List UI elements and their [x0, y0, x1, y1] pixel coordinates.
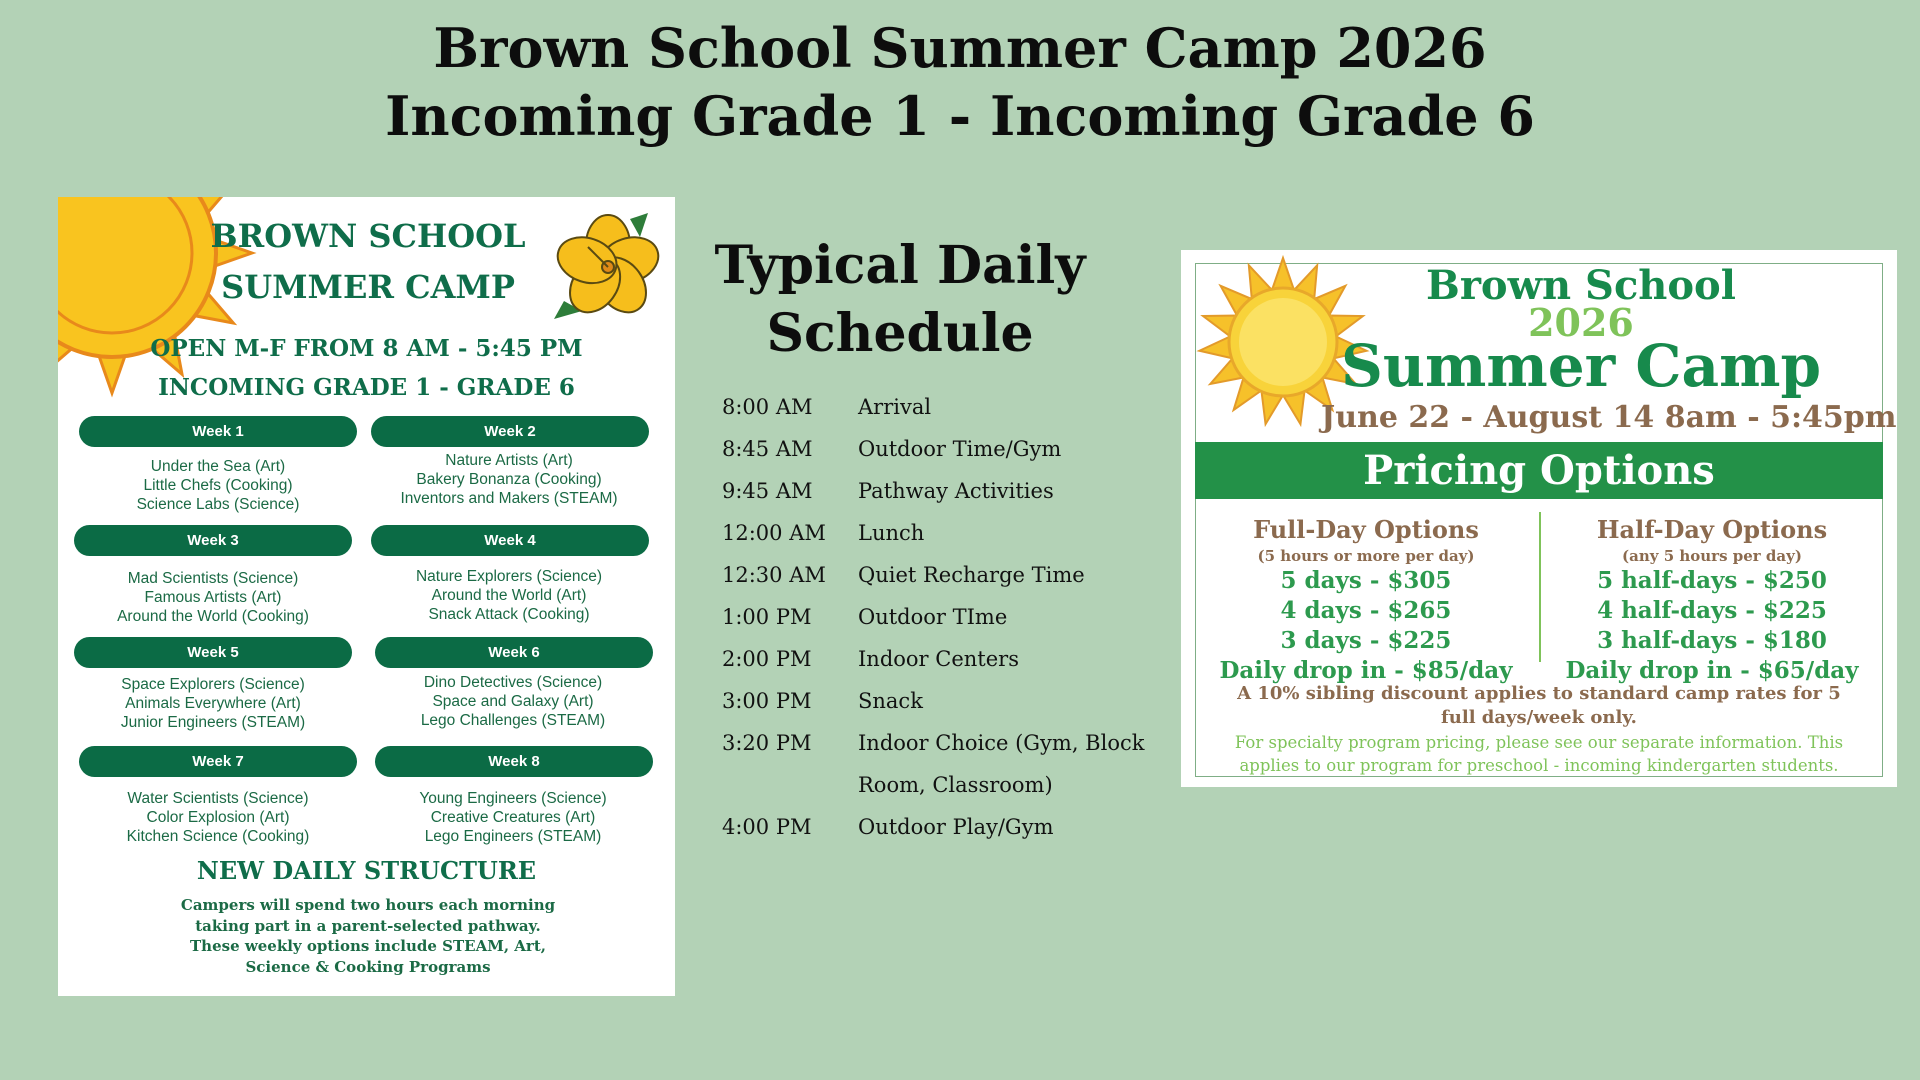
price-line: 5 days - $305 [1280, 567, 1452, 594]
activity: Around the World (Cooking) [117, 608, 309, 625]
schedule-title-line-2: Schedule [766, 303, 1034, 364]
activity: Little Chefs (Cooking) [143, 477, 293, 494]
full-day-note: (5 hours or more per day) [1257, 547, 1475, 565]
activity: Young Engineers (Science) [419, 790, 607, 807]
activity: Bakery Bonanza (Cooking) [416, 471, 602, 488]
activity: Nature Artists (Art) [445, 452, 573, 469]
page-title [0, 14, 1920, 150]
price-line: 5 half-days - $250 [1597, 567, 1827, 594]
activity: Color Explosion (Art) [146, 809, 290, 826]
week-8-activities [363, 789, 663, 846]
schedule-activity: Room, Classroom) [858, 773, 1053, 797]
flyer-title [168, 211, 568, 313]
activity: Science Labs (Science) [136, 496, 300, 513]
schedule-time: 8:00 AM [722, 395, 813, 419]
week-4-pill: Week 4 [371, 525, 649, 556]
schedule-row [722, 764, 1162, 806]
schedule-activity: Indoor Centers [858, 647, 1019, 671]
schedule-title [700, 232, 1100, 368]
activity: Snack Attack (Cooking) [428, 606, 590, 623]
specialty-pricing-note: For specialty program pricing, please see our separate information. This applies to our program for preschool - incoming kindergarten students. [1234, 733, 1844, 775]
daily-structure-body: Campers will spend two hours each morning taking part in a parent-selected pathway. These weekly options include STEAM, Art, Science & Cooking Programs [180, 896, 556, 976]
week-5-pill: Week 5 [74, 637, 352, 668]
week-3-pill: Week 3 [74, 525, 352, 556]
pricing-card [1181, 250, 1897, 787]
activity: Lego Challenges (STEAM) [420, 712, 606, 729]
schedule-row [722, 512, 1162, 554]
week-4-activities [359, 567, 659, 624]
activity: Creative Creatures (Art) [430, 809, 596, 826]
week-1-activities [68, 457, 368, 514]
schedule-row [722, 470, 1162, 512]
price-line: 3 days - $225 [1280, 627, 1452, 654]
schedule-row [722, 638, 1162, 680]
schedule-time: 9:45 AM [722, 479, 813, 503]
half-day-heading: Half-Day Options [1596, 515, 1828, 544]
activity: Inventors and Makers (STEAM) [400, 490, 618, 507]
flyer-title-line-2: SUMMER CAMP [221, 268, 515, 306]
week-8-pill: Week 8 [375, 746, 653, 777]
activity: Kitchen Science (Cooking) [126, 828, 310, 845]
activity: Famous Artists (Art) [144, 589, 282, 606]
week-6-activities [363, 673, 663, 730]
activity: Space Explorers (Science) [121, 676, 305, 693]
activity: Mad Scientists (Science) [127, 570, 299, 587]
schedule-row [722, 722, 1162, 764]
activity: Junior Engineers (STEAM) [120, 714, 306, 731]
activity: Under the Sea (Art) [150, 458, 286, 475]
activity: Water Scientists (Science) [127, 790, 309, 807]
week-5-activities [63, 675, 363, 732]
schedule-time: 8:45 AM [722, 437, 813, 461]
schedule-row [722, 554, 1162, 596]
week-6-pill: Week 6 [375, 637, 653, 668]
sibling-discount-note: A 10% sibling discount applies to standard camp rates for 5 full days/week only. [1237, 683, 1841, 728]
pricing-year: 2026 [1528, 300, 1634, 345]
price-line: 4 days - $265 [1280, 597, 1452, 624]
activity: Around the World (Art) [431, 587, 587, 604]
schedule-time: 12:30 AM [722, 563, 826, 587]
week-3-activities [63, 569, 363, 626]
schedule-row [722, 806, 1162, 848]
schedule-row [722, 596, 1162, 638]
schedule-activity: Indoor Choice (Gym, Block [858, 731, 1145, 755]
schedule-activity: Snack [858, 689, 923, 713]
week-2-pill: Week 2 [371, 416, 649, 447]
daily-structure-title: NEW DAILY STRUCTURE [196, 856, 537, 885]
schedule-time: 2:00 PM [722, 647, 812, 671]
pricing-brand: Brown School [1426, 262, 1736, 309]
flyer-grades: INCOMING GRADE 1 - GRADE 6 [158, 374, 575, 401]
schedule-time: 12:00 AM [722, 521, 826, 545]
page-title-line-2: Incoming Grade 1 - Incoming Grade 6 [385, 84, 1535, 148]
schedule-activity: Outdoor Play/Gym [858, 815, 1054, 839]
activity: Space and Galaxy (Art) [432, 693, 594, 710]
pricing-dates: June 22 - August 14 8am - 5:45pm [1321, 400, 1897, 435]
half-day-drop-in: Daily drop in - $65/day [1565, 657, 1859, 684]
schedule-activity: Quiet Recharge Time [858, 563, 1085, 587]
pricing-camp-title: Summer Camp [1340, 332, 1822, 400]
pricing-options-banner: Pricing Options [1195, 442, 1883, 499]
flyer-hours: OPEN M-F FROM 8 AM - 5:45 PM [150, 335, 583, 362]
schedule-time: 3:20 PM [722, 731, 812, 755]
activity: Animals Everywhere (Art) [125, 695, 301, 712]
activity: Nature Explorers (Science) [415, 568, 603, 585]
full-day-heading: Full-Day Options [1253, 515, 1479, 544]
week-1-pill: Week 1 [79, 416, 357, 447]
schedule-time: 3:00 PM [722, 689, 812, 713]
activity: Dino Detectives (Science) [423, 674, 603, 691]
half-day-note: (any 5 hours per day) [1622, 547, 1802, 565]
schedule-activity: Pathway Activities [858, 479, 1054, 503]
schedule-row [722, 680, 1162, 722]
schedule-time: 4:00 PM [722, 815, 812, 839]
activity: Lego Engineers (STEAM) [424, 828, 602, 845]
half-day-options [1547, 514, 1877, 686]
schedule-activity: Lunch [858, 521, 925, 545]
flyer-title-line-1: BROWN SCHOOL [210, 217, 526, 255]
schedule-time: 1:00 PM [722, 605, 812, 629]
week-7-pill: Week 7 [79, 746, 357, 777]
hibiscus-icon [552, 209, 662, 325]
schedule-activity: Outdoor TIme [858, 605, 1008, 629]
camp-flyer [58, 197, 675, 996]
schedule-activity: Arrival [858, 395, 932, 419]
week-7-activities [68, 789, 368, 846]
schedule-row [722, 428, 1162, 470]
page-title-line-1: Brown School Summer Camp 2026 [433, 16, 1487, 80]
schedule-activity: Outdoor Time/Gym [858, 437, 1062, 461]
schedule-title-line-1: Typical Daily [714, 235, 1086, 296]
price-line: 3 half-days - $180 [1597, 627, 1827, 654]
full-day-drop-in: Daily drop in - $85/day [1219, 657, 1513, 684]
week-2-activities [359, 451, 659, 508]
full-day-options [1201, 514, 1531, 686]
price-line: 4 half-days - $225 [1597, 597, 1827, 624]
pricing-divider [1539, 512, 1541, 662]
schedule-row [722, 386, 1162, 428]
